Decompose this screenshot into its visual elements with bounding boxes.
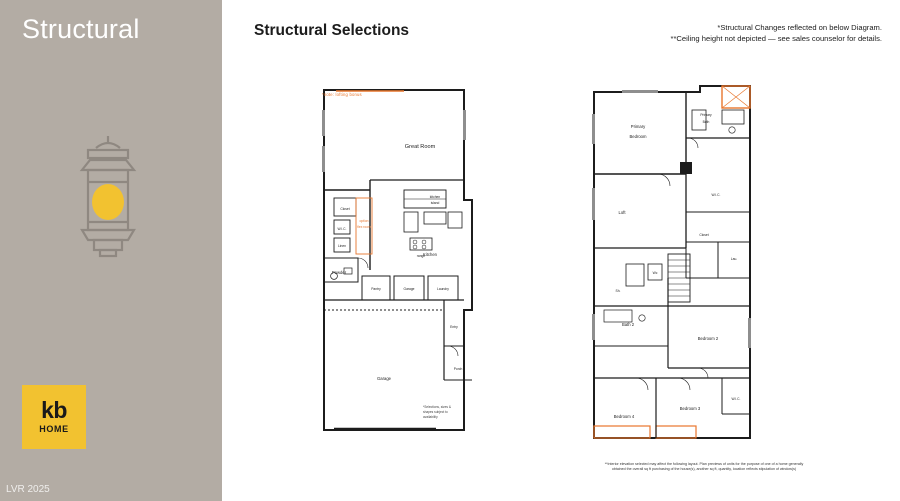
room-label: Wc — [652, 271, 658, 275]
note-line-1: *Structural Changes reflected on below Diagram. — [717, 23, 882, 32]
main-content — [222, 0, 900, 501]
room-label: W.I.C. — [711, 193, 721, 197]
room-label: Entry — [450, 325, 458, 329]
room-label: Bedroom — [629, 134, 647, 139]
room-label: Bath 2 — [621, 322, 635, 327]
room-label: Bedroom 3 — [679, 406, 701, 411]
sidebar-title: Structural — [22, 14, 140, 44]
room-label: Closet — [340, 207, 350, 211]
sidebar-footer-text: LVR 2025 — [6, 484, 50, 495]
room-label: Kitchen — [423, 252, 437, 257]
room-label: kitchen — [429, 195, 441, 199]
room-label: Bedroom 2 — [697, 336, 719, 341]
lantern-icon — [48, 130, 168, 270]
room-label: Lau. — [730, 257, 738, 261]
second-floor-footnote: **Interior elevation selected may affect the following layout. Plan previews of units for the purpose of one of a home generally obtained the overall sq ft purchasing of the house(s), another sq ft, quantity, location reflects stipulation of window(s) — [604, 462, 804, 472]
room-label: Garage — [403, 287, 415, 291]
first-floor-side-note: *Selections, sizes & shapes subject to availability — [423, 405, 451, 419]
room-label: Great Room — [404, 144, 436, 150]
logo-primary-text: kb — [41, 397, 67, 424]
room-label: Primary — [700, 113, 712, 117]
first-floor-plan — [312, 80, 492, 440]
second-floor-plan — [582, 78, 768, 448]
room-label: Porch — [453, 367, 463, 371]
sidebar — [0, 0, 222, 501]
room-label: Powder — [331, 270, 347, 275]
room-label: W.I.C. — [337, 227, 347, 231]
room-label: Linen — [337, 244, 347, 248]
room-label: Pantry — [371, 287, 381, 291]
room-label: Primary — [630, 124, 646, 129]
room-label: Laundry — [437, 287, 449, 291]
room-label: Closet — [699, 233, 709, 237]
room-label: island — [430, 201, 440, 205]
room-label: flex room — [357, 225, 371, 229]
room-label: range — [416, 254, 426, 258]
room-label: Bedroom 4 — [613, 414, 635, 419]
logo-secondary-text: HOME — [39, 423, 69, 434]
header-notes — [671, 22, 882, 44]
room-label: W.I.C. — [731, 397, 741, 401]
first-floor-callout: *note: lofting bonus — [322, 92, 362, 97]
room-label: option — [359, 219, 369, 223]
kb-home-logo — [22, 385, 86, 449]
note-line-2: **Ceiling height not depicted — see sales counselor for details. — [670, 34, 882, 43]
room-label: Bath — [702, 120, 710, 124]
room-label: Garage — [377, 376, 391, 381]
room-label: Loft — [618, 210, 626, 215]
room-label: Sh. — [615, 289, 621, 293]
page-title: Structural Selections — [254, 22, 410, 39]
